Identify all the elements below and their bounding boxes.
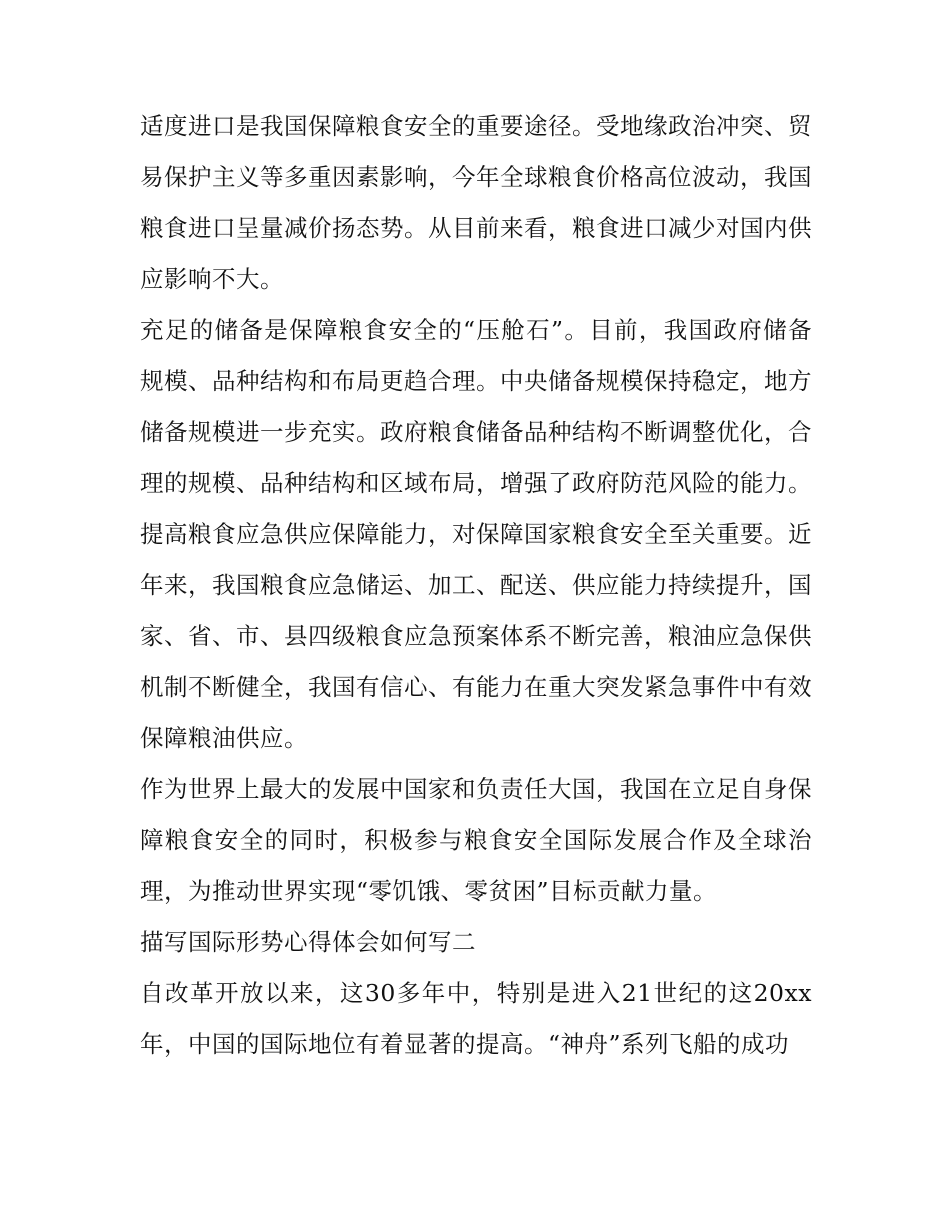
paragraph-global-governance: 作为世界上最大的发展中国家和负责任大国，我国在立足自身保障粮食安全的同时，积极参与粮食安全国际发展合作及全球治理，为推动世界实现“零饥饿、零贫困”目标贡献力量。 (140, 775, 812, 905)
document-body (140, 101, 812, 1070)
paragraph-reform-opening: 自改革开放以来，这30多年中，特别是进入21世纪的这20xx年，中国的国际地位有着显著的提高。“神舟”系列飞船的成功 (140, 979, 812, 1058)
paragraph-emergency-supply: 提高粮食应急供应保障能力，对保障国家粮食安全至关重要。近年来，我国粮食应急储运、加工、配送、供应能力持续提升，国家、省、市、县四级粮食应急预案体系不断完善，粮油应急保供机制不断健全，我国有信心、有能力在重大突发紧急事件中有效保障粮油供应。 (140, 520, 812, 752)
section-heading: 描写国际形势心得体会如何写二 (140, 928, 476, 956)
paragraph-grain-import: 适度进口是我国保障粮食安全的重要途径。受地缘政治冲突、贸易保护主义等多重因素影响，今年全球粮食价格高位波动，我国粮食进口呈量减价扬态势。从目前来看，粮食进口减少对国内供应影响不大。 (140, 112, 812, 293)
paragraph-grain-reserve: 充足的储备是保障粮食安全的“压舱石”。目前，我国政府储备规模、品种结构和布局更趋合理。中央储备规模保持稳定，地方储备规模进一步充实。政府粮食储备品种结构不断调整优化，合理的规模、品种结构和区域布局，增强了政府防范风险的能力。 (140, 316, 812, 497)
